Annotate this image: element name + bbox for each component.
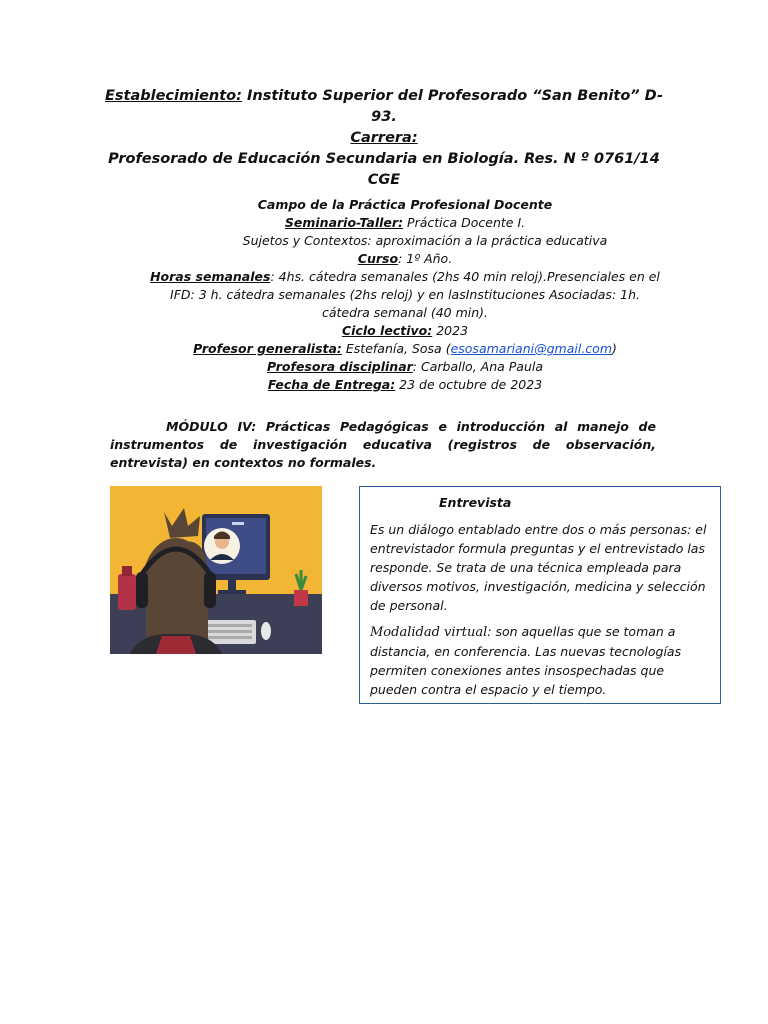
entrevista-box bbox=[359, 486, 721, 704]
establecimiento-label: Establecimiento: bbox=[105, 88, 242, 104]
seminario-line: Seminario-Taller: Práctica Docente I. bbox=[284, 215, 526, 230]
modulo-paragraph: MÓDULO IV: Prácticas Pedagógicas e introducción al manejo de instrumentos de investigación educativa (registros de observación, entrevista) en contextos no formales. bbox=[110, 419, 656, 470]
video-call-illustration bbox=[110, 486, 322, 654]
modalidad-virtual-paragraph: Modalidad virtual: son aquellas que se toman a distancia, en conferencia. Las nuevas tecnologías permiten conexiones antes insospechadas que pueden contra el espacio y el tiempo. bbox=[370, 624, 682, 697]
fecha-entrega-line: Fecha de Entrega: 23 de octubre de 2023 bbox=[267, 377, 543, 392]
curso-line: Curso: 1º Año. bbox=[357, 251, 453, 266]
establecimiento-value: Instituto Superior del Profesorado “San Benito” D-93. bbox=[241, 88, 663, 125]
entrevista-definition: Es un diálogo entablado entre dos o más personas: el entrevistador formula preguntas y el entrevistado las responde. Se trata de una técnica empleada para diversos motivos, investigación, medicina y selección de personal. bbox=[370, 522, 707, 613]
profesor-generalista-line: Profesor generalista: Estefanía, Sosa (esosamariani@gmail.com) bbox=[193, 341, 617, 356]
modalidad-virtual-label: Modalidad virtual bbox=[370, 625, 488, 640]
course-info bbox=[150, 196, 660, 394]
carrera-value: Profesorado de Educación Secundaria en Biología. Res. N º 0761/14 CGE bbox=[108, 151, 660, 188]
carrera-label: Carrera: bbox=[350, 130, 418, 146]
entrevista-title: Entrevista bbox=[439, 495, 512, 510]
campo-title: Campo de la Práctica Profesional Docente bbox=[257, 197, 553, 212]
email-link[interactable]: esosamariani@gmail.com bbox=[450, 341, 612, 356]
ciclo-line: Ciclo lectivo: 2023 bbox=[341, 323, 469, 338]
profesora-disciplinar-line: Profesora disciplinar: Carballo, Ana Paula bbox=[266, 359, 544, 374]
horas-line: Horas semanales: 4hs. cátedra semanales (2hs 40 min reloj).Presenciales en el IFD: 3 h. cátedra semanales (2hs reloj) y en lasInstituciones Asociadas: 1h. cátedra semanal (40 min). bbox=[150, 269, 660, 320]
sujetos-line: Sujetos y Contextos: aproximación a la práctica educativa bbox=[242, 233, 608, 248]
document-header bbox=[100, 86, 668, 191]
establecimiento-line bbox=[100, 86, 668, 128]
